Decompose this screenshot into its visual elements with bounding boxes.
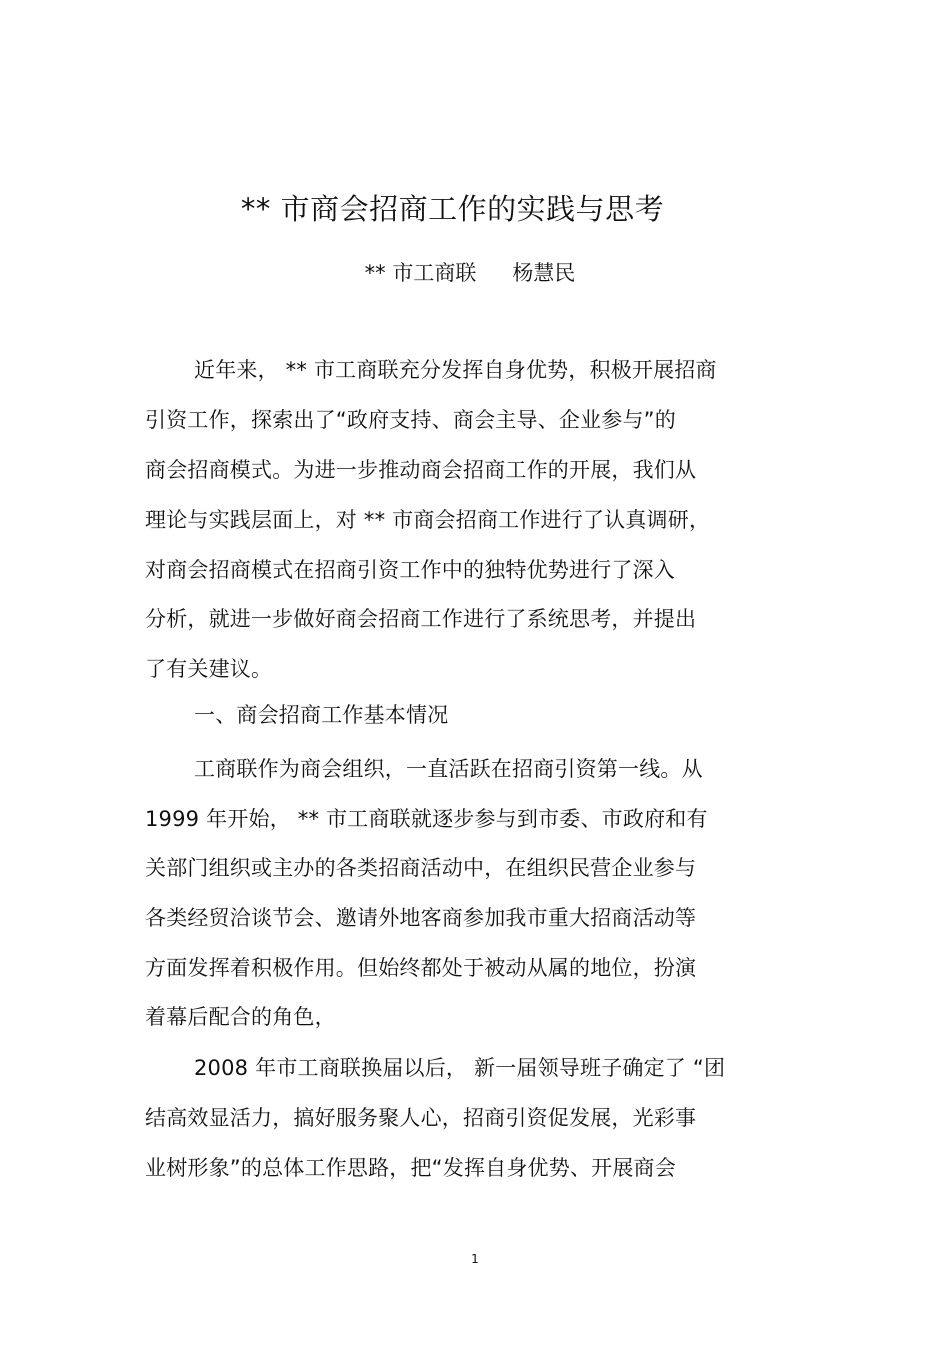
body-line-13: 方面发挥着积极作用。但始终都处于被动从属的地位，扮演 bbox=[145, 956, 697, 980]
section-heading: 一、商会招商工作基本情况 bbox=[194, 703, 449, 727]
page-number: 1 bbox=[471, 1252, 479, 1266]
document-title: ** 市商会招商工作的实践与思考 bbox=[240, 192, 665, 226]
body-line-15: 2008 年市工商联换届以后， 新一届领导班子确定了 “团 bbox=[194, 1056, 726, 1080]
body-line-9: 工商联作为商会组织，一直活跃在招商引资第一线。从 bbox=[194, 757, 703, 781]
body-line-2: 引资工作，探索出了“政府支持、商会主导、企业参与”的 bbox=[145, 408, 676, 432]
body-line-14: 着幕后配合的角色， bbox=[145, 1005, 336, 1029]
author-organization: ** 市工商联 bbox=[364, 261, 477, 285]
body-line-17: 业树形象”的总体工作思路，把“发挥自身优势、开展商会 bbox=[145, 1156, 676, 1180]
body-line-10: 1999 年开始， ** 市工商联就逐步参与到市委、市政府和有 bbox=[145, 807, 708, 831]
body-line-1: 近年来， ** 市工商联充分发挥自身优势，积极开展招商 bbox=[194, 358, 717, 382]
body-line-11: 关部门组织或主办的各类招商活动中，在组织民营企业参与 bbox=[145, 856, 697, 880]
body-line-12: 各类经贸洽谈节会、邀请外地客商参加我市重大招商活动等 bbox=[145, 906, 697, 930]
body-line-7: 了有关建议。 bbox=[145, 657, 273, 681]
body-line-5: 对商会招商模式在招商引资工作中的独特优势进行了深入 bbox=[145, 558, 675, 582]
author-name: 杨慧民 bbox=[512, 261, 576, 285]
body-line-16: 结高效显活力，搞好服务聚人心，招商引资促发展，光彩事 bbox=[145, 1106, 697, 1130]
body-line-4: 理论与实践层面上，对 ** 市商会招商工作进行了认真调研， bbox=[145, 508, 711, 532]
author-line bbox=[0, 258, 940, 288]
body-line-6: 分析，就进一步做好商会招商工作进行了系统思考，并提出 bbox=[145, 607, 697, 631]
body-line-3: 商会招商模式。为进一步推动商会招商工作的开展，我们从 bbox=[145, 458, 697, 482]
